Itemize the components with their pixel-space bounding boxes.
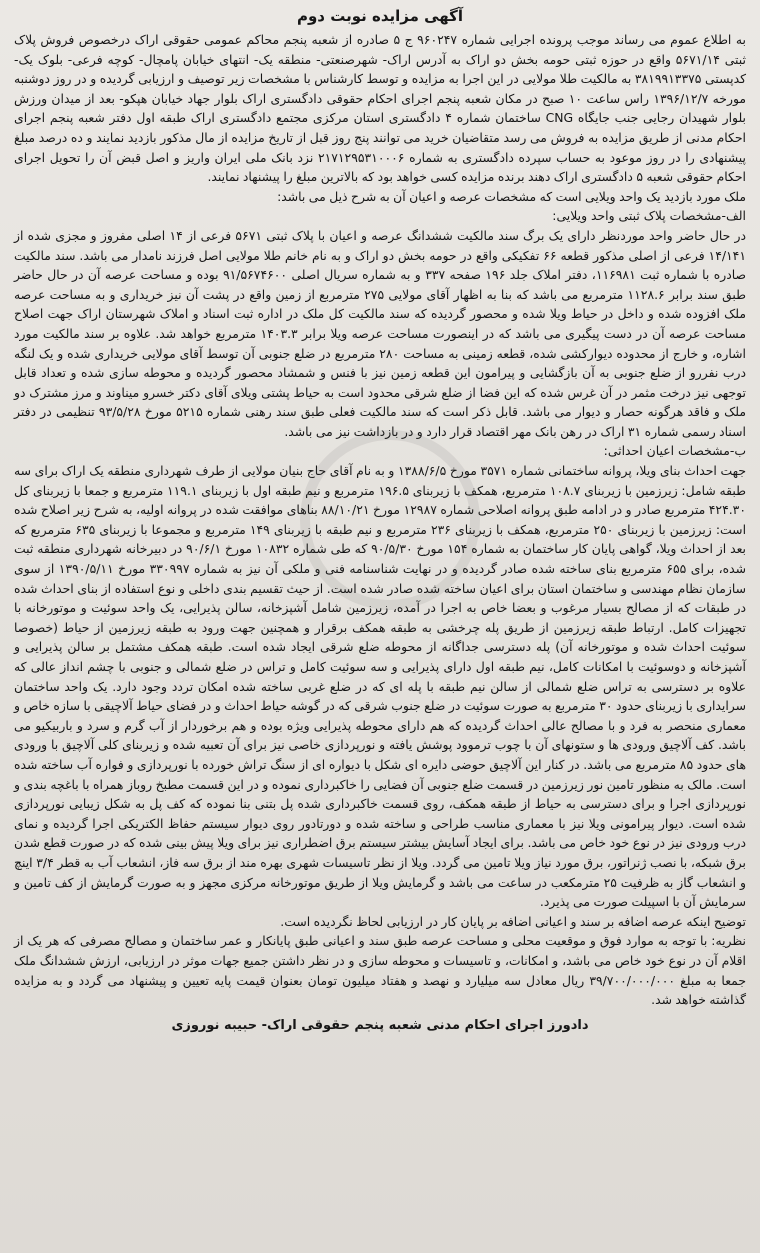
notice-property-intro: ملک مورد بازدید یک واحد ویلایی است که مشخصات عرصه و اعیان آن به شرح ذیل می باشد: xyxy=(277,188,746,204)
section-b-note: توضیح اینکه عرصه اضافه بر سند و اعیانی اضافه بر پایان کار در ارزیابی لحاظ نگردیده است. xyxy=(280,913,746,929)
signature-line: دادورز اجرای احکام مدنی شعبه پنجم حقوقی اراک- حبیبه نوروزی xyxy=(171,1017,589,1033)
notice-intro-paragraph: به اطلاع عموم می رساند موجب پرونده اجرایی شماره ۹۶۰۲۴۷ ج ۵ صادره از شعبه پنجم محاکم عمومی حقوقی اراک درخصوص فروش پلاک ثبتی ۵۶۷۱/۱۴ واقع در حوزه ثبتی حومه بخش دو اراک به آدرس اراک- شهرصنعتی- منطقه یک- انتهای خیابان پامچال- کوچه فرعی- بلوک یک- کدپستی ۳۸۱۹۹۱۳۳۷۵ به مالکیت طلا مولایی در این اجرا به مزایده و توسط کارشناس با مشخصات زیر توصیف و ارزیابی گردیده و در روز دوشنبه مورخه ۱۳۹۶/۱۲/۷ راس ساعت ۱۰ صبح در مکان شعبه پنجم اجرای احکام حقوقی دادگستری اراک بلوار جهاد خیابان هپکو- بعد از میدان ورزش بلوار شهیدان رجایی جنب جایگاه CNG ساختمان شماره ۴ دادگستری استان مرکزی مجتمع دادگستری اراک طبقه اول دفتر شعبه پنجم اجرای احکام مدنی از طریق مزایده به فروش می رسد متقاضیان خرید می توانند پنج روز قبل از تاریخ مزایده از مال مذکور بازدید نمایند و ده درصد مبلغ پیشنهادی را در روز موعود به حساب سپرده دادگستری به شماره ۲۱۷۱۲۹۵۳۱۰۰۰۶ نزد بانک ملی ایران واریز و اصل قبض آن را تحویل اجرای احکام حقوقی شعبه ۵ دادگستری اراک دهند برنده مزایده کسی خواهد بود که بالاترین مبلغ را پیشنهاد نمایند. xyxy=(14,32,746,185)
appraisal-conclusion: نظریه: با توجه به موارد فوق و موقعیت محلی و مساحت عرصه طبق سند و اعیانی طبق پایانکار و عمر ساختمان و مصالح مصرفی که هر یک از اقلام آن در نوع خود خاص می باشد، و امکانات، و تاسیسات و محوطه سازی و در نظر داشتن جمیع جهات موثر در ارزیابی، ارزش ششدانگ ملک جمعا به مبلغ ۳۹/۷۰۰/۰۰۰/۰۰۰ ریال معادل سه میلیارد و نهصد و هفتاد میلیون تومان بعنوان قیمت پایه تعیین و پیشنهاد می گردد و به مزایده گذاشته خواهد شد. xyxy=(14,933,746,1008)
section-a-text: در حال حاضر واحد موردنظر دارای یک برگ سند مالکیت ششدانگ عرصه و اعیان با پلاک ثبتی ۵۶۷۱ فرعی از ۱۴ اصلی مفروز و مجزی شده از ۱۴/۱۴۱ فرعی از اصلی مذکور قطعه ۶۶ تفکیکی واقع در حومه بخش دو اراک و به نام خانم طلا مولایی اصل فرزند نامدار می باشد. سند مالکیت صادره با شماره ثبت ۱۱۶۹۸۱، دفتر املاک جلد ۱۹۶ صفحه ۳۳۷ و به شماره سریال اصلی ۹۱/۵۶۷۴۶۰۰ بوده و مساحت عرصه آن در حال حاضر طبق سند برابر ۱۱۲۸.۶ مترمربع می باشد که بنا به اظهار آقای مولایی ۲۷۵ مترمربع از زمین واقع در پشت آن نیز خریداری و به مساحت عرصه ملک افزوده شده و داخل در حیاط ویلا شده و محصور گردیده که سند مالکیت کل ملک در اداره ثبت اسناد و املاک شهرستان اراک جهت اصلاح مساحت عرصه آن در دست پیگیری می باشد که در اینصورت مساحت عرصه ویلا برابر ۱۴۰۳.۳ مترمربع خواهد شد. علاوه بر سند مالکیت مورد اشاره، و خارج از محدوده دیوارکشی شده، قطعه زمینی به مساحت ۲۸۰ مترمربع در ضلع جنوبی آن توسط آقای مولایی خریداری شده و یک لنگه درب نفررو از ضلع جنوبی به آن بازگشایی و پیرامون این قطعه زمین نیز با فنس و شمشاد محصور گردیده و محوطه سازی شده و تعداد قابل توجهی نیز درخت مثمر در آن غرس شده که این فضا از ضلع شرقی محدود است به حیاط پشتی ویلای آقای دکتر خسرو میناوند و مرز مشترک دو ملک و فاقد هرگونه حصار و دیوار می باشد. قابل ذکر است که سند مالکیت فعلی طبق سند رهنی شماره ۵۲۱۵ مورخ ۹۳/۵/۲۸ تنظیمی در دفتر اسناد رسمی شماره ۳۱ اراک در رهن بانک مهر اقتصاد قرار دارد و در بازداشت نیز می باشد. xyxy=(14,227,747,439)
notice-title: آگهی مزایده نوبت دوم xyxy=(296,7,464,25)
section-b-text: جهت احداث بنای ویلا، پروانه ساختمانی شماره ۳۵۷۱ مورخ ۱۳۸۸/۶/۵ و به نام آقای حاج بنیان مولایی از طرف شهرداری منطقه یک اراک برای سه طبقه شامل: زیرزمین با زیربنای ۱۰۸.۷ مترمربع، همکف با زیربنای ۱۹۶.۵ مترمربع و نیم طبقه اول با زیربنای ۱۱۹.۱ مترمربع و جمعا با زیربنای کل ۴۲۴.۳۰ مترمربع صادر و در ادامه طبق پروانه اصلاحی شماره ۱۲۹۸۷ مورخ ۸۸/۱۰/۲۱ بناهای موافقت شده در پروانه اولیه، به شرح زیر اصلاح شده است: زیرزمین با زیربنای ۲۵۰ مترمربع، همکف با زیربنای ۲۳۶ مترمربع و نیم طبقه با زیربنای ۱۴۹ مترمربع و مجموعا با زیربنای ۶۳۵ مترمربع که بعد از احداث ویلا، گواهی پایان کار ساختمان به شماره ۱۵۴ مورخ ۹۰/۵/۳۰ که طی شماره ۱۰۸۳۲ مورخ ۹۰/۶/۱ در دبیرخانه شهرداری منطقه ثبت شده، برای ۶۵۵ مترمربع بنای ساخته شده صادر گردیده و در نهایت شناسنامه فنی و ملکی آن نیز به شماره ۳۳۰۹۹۷ مورخ ۱۳۹۰/۵/۱۱ از سوی سازمان نظام مهندسی و ساختمان استان برای اعیان ساخته شده صادر شده است. از حیث تقسیم بندی داخلی و نوع استفاده از بنای احداث شده در طبقات که از مصالح بسیار مرغوب و بعضا خاص به اجرا در آمده، زیرزمین شامل آشپزخانه، سالن پذیرایی، یک واحد سوئیت و موتورخانه با تجهیزات کامل. ارتباط طبقه زیرزمین از طریق پله چرخشی به طبقه همکف برقرار و همچنین جهت ورود به طبقه زیرزمین از حیاط (خصوصا سوئیت احداث شده و موتورخانه آن) پله دسترسی جداگانه از محوطه ضلع شرقی ایجاد شده است. طبقه همکف مشتمل بر سالن پذیرایی و آشپزخانه و دوسوئیت با امکانات کامل، نیم طبقه اول دارای پذیرایی و سه سوئیت کامل و تراس در ضلع شمالی و جنوبی با چشم انداز عالی که علاوه بر دسترسی به تراس ضلع شمالی از سالن نیم طبقه با پله ای که در ضلع غربی ساخته شده امکان تردد وجود دارد. یک واحد ساختمان سرایداری با زیربنای حدود ۳۰ مترمربع به صورت سوئیت در ضلع جنوب شرقی که در گوشه حیاط احداث و در فضای حیاط آلاچیقی با سازه خاص و معماری منحصر به فرد و با مصالح عالی احداث گردیده که هم دارای محوطه پذیرایی ویژه بوده و هم برخوردار از آب گرم و سرد و باربیکیو می باشد. کف آلاچیق ورودی ها و ستونهای آن با چوب ترموود پوشش یافته و نورپردازی خاصی نیز برای آن تعبیه شده و زیربنای کلی آلاچیق با ورودی های حدود ۸۵ مترمربع می باشد. در کنار این آلاچیق حوضی دایره ای شکل با دیواره ای از سنگ تراش خورده با نورپردازی و فواره آب ساخته شده است. مالک به منظور تامین نور زیرزمین در قسمت ضلع جنوبی آن فضایی را خاکبرداری نموده و در این قسمت مطبخ روباز همراه با باغچه بندی و نورپردازی اجرا و برای دسترسی به حیاط از طبقه همکف، روی قسمت خاکبرداری شده پل بتنی بنا نموده که کف پل به شکل زیبایی نورپردازی شده است. دیوار پیرامونی ویلا نیز با معماری مناسب طراحی و ساخته شده و دورتادور روی دیوار سیستم حفاظ الکتریکی اجرا گردیده و نمای درب ورودی نیز در نوع خود خاص می باشد. برای ایجاد آسایش بیشتر سیستم برق اضطراری نیز برای ویلا پیش بینی شده که در صورت قطع شدن برق شبکه، با نصب ژنراتور، برق مورد نیاز ویلا تامین می گردد. ویلا از نظر تاسیسات شهری بهره مند از برق سه فاز، انشعاب آب به قطر ۳/۴ اینچ و انشعاب گاز به ظرفیت ۲۵ مترمکعب در ساعت می باشد و گرمایش ویلا از طریق موتورخانه مرکزی مجهز و به صورت گرمایش از کف تامین و سرمایش آن با اسپیلت صورت می پذیرد. xyxy=(14,463,747,910)
section-a-heading: الف-مشخصات پلاک ثبتی واحد ویلایی: xyxy=(552,208,746,224)
section-b-heading: ب-مشخصات اعیان احداثی: xyxy=(603,443,746,459)
